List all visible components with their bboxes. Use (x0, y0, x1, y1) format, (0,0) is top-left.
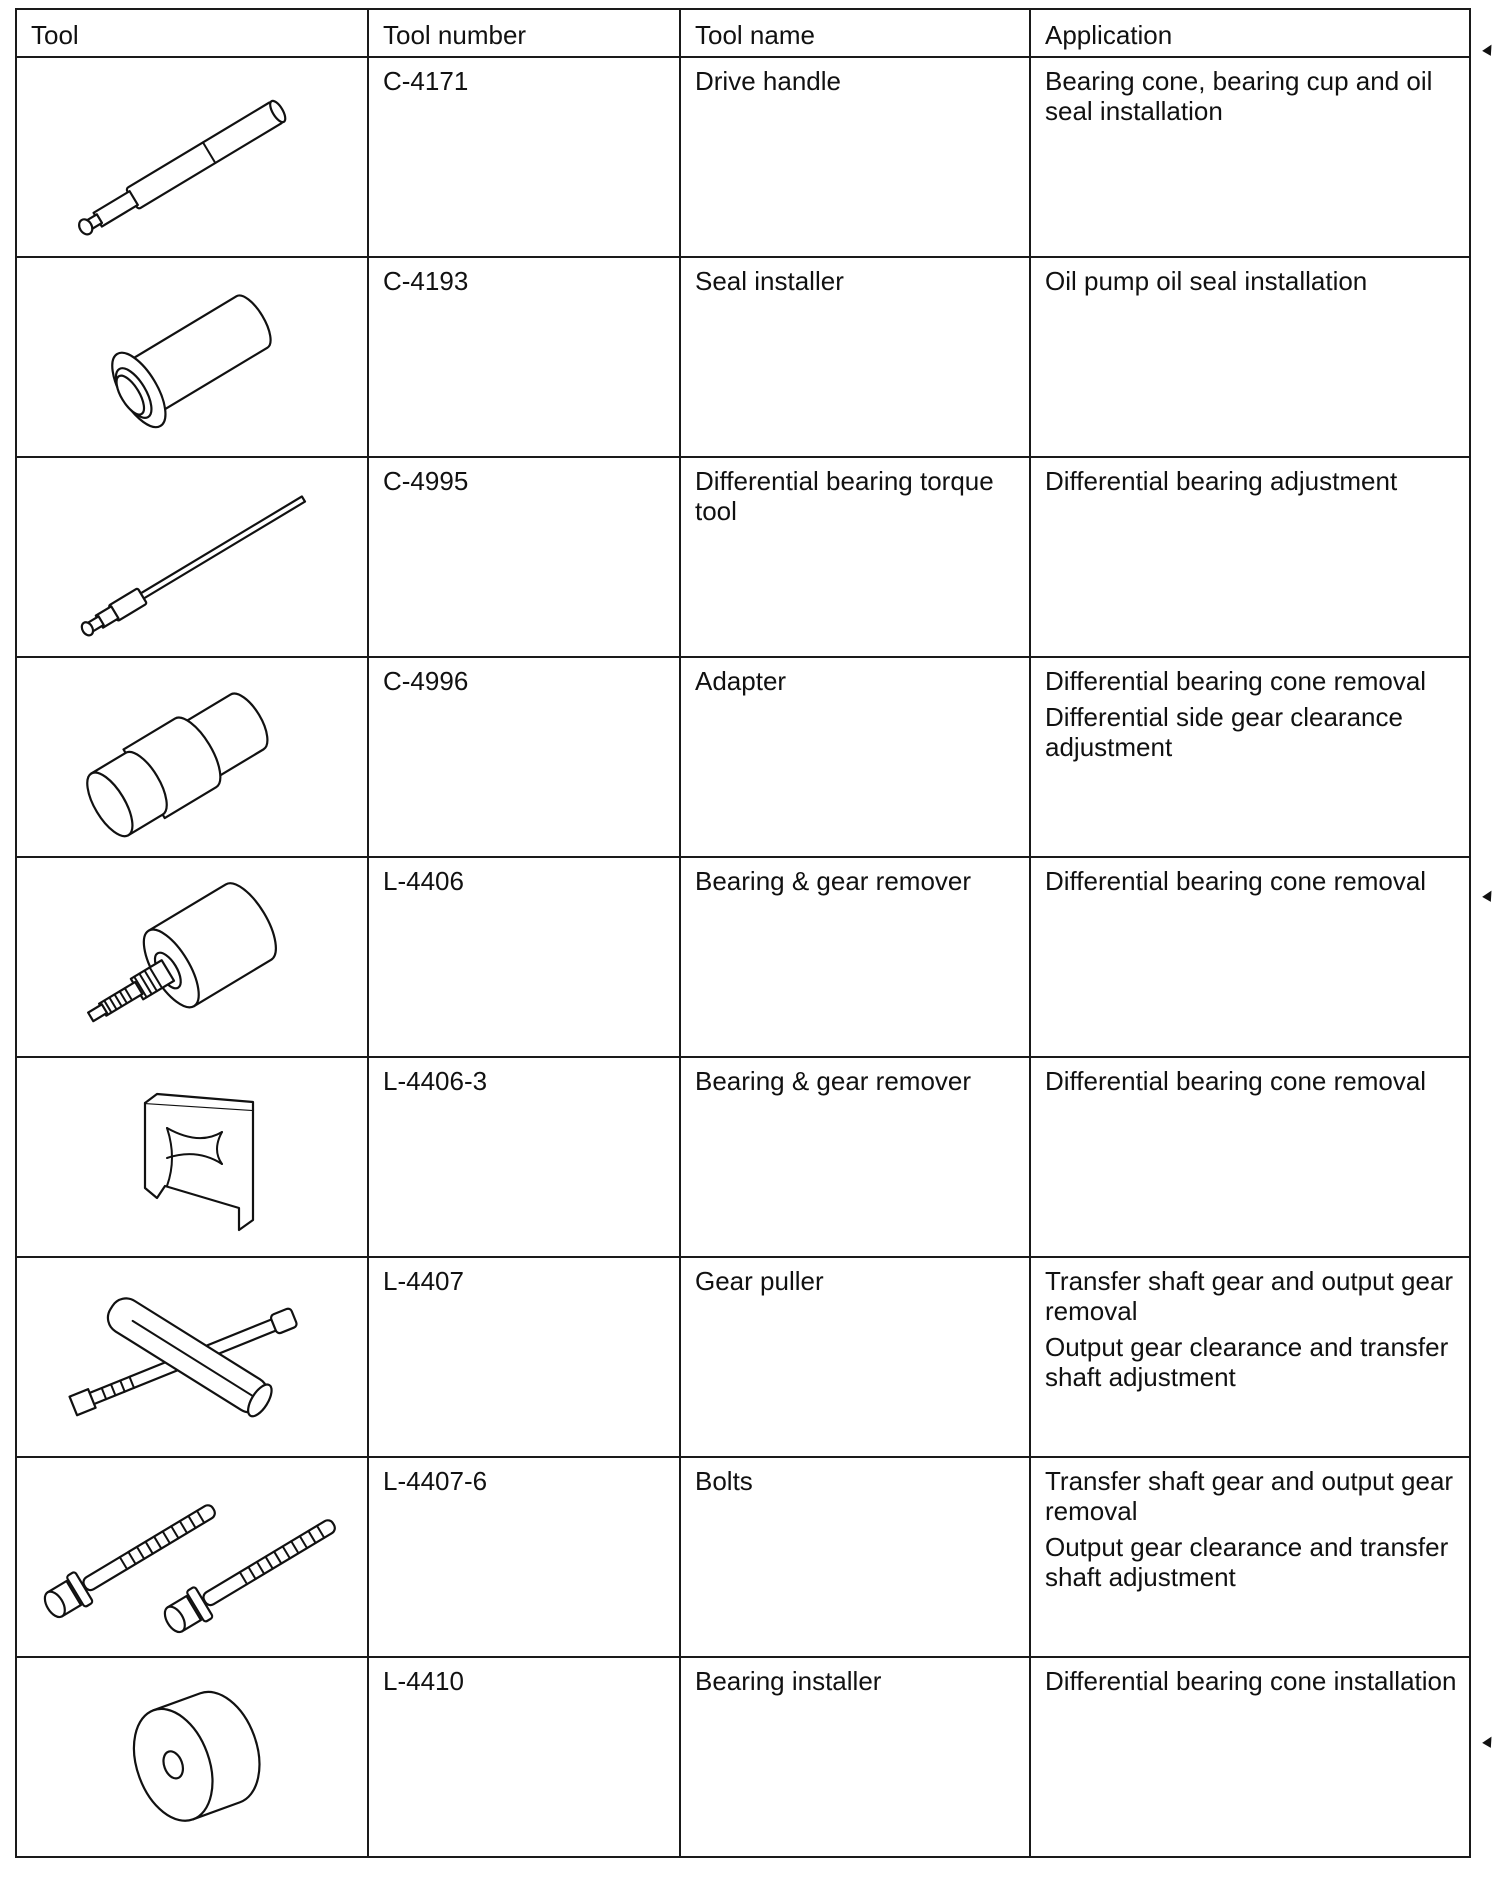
application-text: Differential bearing cone removal (1045, 1066, 1427, 1096)
revision-mark (1482, 42, 1496, 56)
table-row (16, 57, 1470, 257)
tool-illustration-cell (16, 257, 368, 457)
table-row (16, 457, 1470, 657)
application-text: Oil pump oil seal installation (1045, 266, 1368, 296)
application-cell (1030, 457, 1470, 657)
tool-illustration-cell (16, 457, 368, 657)
table-row (16, 1257, 1470, 1457)
tool-illustration-cell (16, 57, 368, 257)
table-row (16, 1657, 1470, 1857)
table-header-row (16, 9, 1470, 57)
special-tools-table (15, 8, 1471, 1858)
table-row (16, 1457, 1470, 1657)
tool-name-cell: Seal installer (680, 257, 1030, 457)
tool-illustration-cell (16, 857, 368, 1057)
tool-number-cell: C-4193 (368, 257, 680, 457)
tool-illustration-cell (16, 1057, 368, 1257)
application-cell (1030, 1257, 1470, 1457)
header-tool-number: Tool number (368, 9, 680, 57)
table-row (16, 1057, 1470, 1257)
tool-illustration-cell (16, 657, 368, 857)
tool-number-cell: L-4407-6 (368, 1457, 680, 1657)
application-cell (1030, 657, 1470, 857)
application-text: Differential bearing cone removal (1045, 666, 1427, 696)
tool-illustration-cell (16, 1457, 368, 1657)
table-row (16, 857, 1470, 1057)
bearing-gear-remover-icon (17, 858, 367, 1056)
gear-puller-icon (17, 1258, 367, 1456)
remover-insert-icon (17, 1058, 367, 1256)
application-text: Output gear clearance and transfer shaft adjustment (1045, 1532, 1449, 1592)
tool-name-cell: Bearing installer (680, 1657, 1030, 1857)
header-tool: Tool (16, 9, 368, 57)
special-tools-table-container (15, 8, 1469, 1858)
application-text: Differential bearing cone removal (1045, 866, 1427, 896)
application-cell (1030, 1457, 1470, 1657)
application-text: Differential bearing cone installation (1045, 1666, 1457, 1696)
tool-number-cell: C-4996 (368, 657, 680, 857)
tool-illustration-cell (16, 1257, 368, 1457)
tool-number-cell: L-4407 (368, 1257, 680, 1457)
application-text: Output gear clearance and transfer shaft adjustment (1045, 1332, 1449, 1392)
revision-mark (1482, 888, 1496, 902)
torque-tool-icon (17, 458, 367, 656)
tool-name-cell: Bearing & gear remover (680, 1057, 1030, 1257)
tool-name-cell: Drive handle (680, 57, 1030, 257)
drive-handle-icon (17, 58, 367, 256)
adapter-icon (17, 658, 367, 856)
application-text: Differential bearing adjustment (1045, 466, 1398, 496)
tool-number-cell: L-4406 (368, 857, 680, 1057)
tool-number-cell: C-4995 (368, 457, 680, 657)
application-text: Differential side gear clearance adjustment (1045, 702, 1403, 762)
header-tool-name: Tool name (680, 9, 1030, 57)
table-row (16, 657, 1470, 857)
tool-number-cell: L-4406-3 (368, 1057, 680, 1257)
application-text: Transfer shaft gear and output gear removal (1045, 1466, 1454, 1526)
application-cell (1030, 1657, 1470, 1857)
revision-mark (1482, 1734, 1496, 1748)
application-cell (1030, 257, 1470, 457)
bearing-installer-icon (17, 1658, 367, 1856)
application-text: Bearing cone, bearing cup and oil seal installation (1045, 66, 1433, 126)
header-application: Application (1030, 9, 1470, 57)
application-text: Transfer shaft gear and output gear removal (1045, 1266, 1454, 1326)
bolts-icon (17, 1458, 367, 1656)
application-cell (1030, 57, 1470, 257)
tool-name-cell: Differential bearing torque tool (680, 457, 1030, 657)
tool-name-cell: Bolts (680, 1457, 1030, 1657)
table-row (16, 257, 1470, 457)
tool-number-cell: L-4410 (368, 1657, 680, 1857)
tool-illustration-cell (16, 1657, 368, 1857)
tool-name-cell: Bearing & gear remover (680, 857, 1030, 1057)
application-cell (1030, 1057, 1470, 1257)
application-cell (1030, 857, 1470, 1057)
seal-installer-icon (17, 258, 367, 456)
tool-name-cell: Gear puller (680, 1257, 1030, 1457)
tool-name-cell: Adapter (680, 657, 1030, 857)
tool-number-cell: C-4171 (368, 57, 680, 257)
